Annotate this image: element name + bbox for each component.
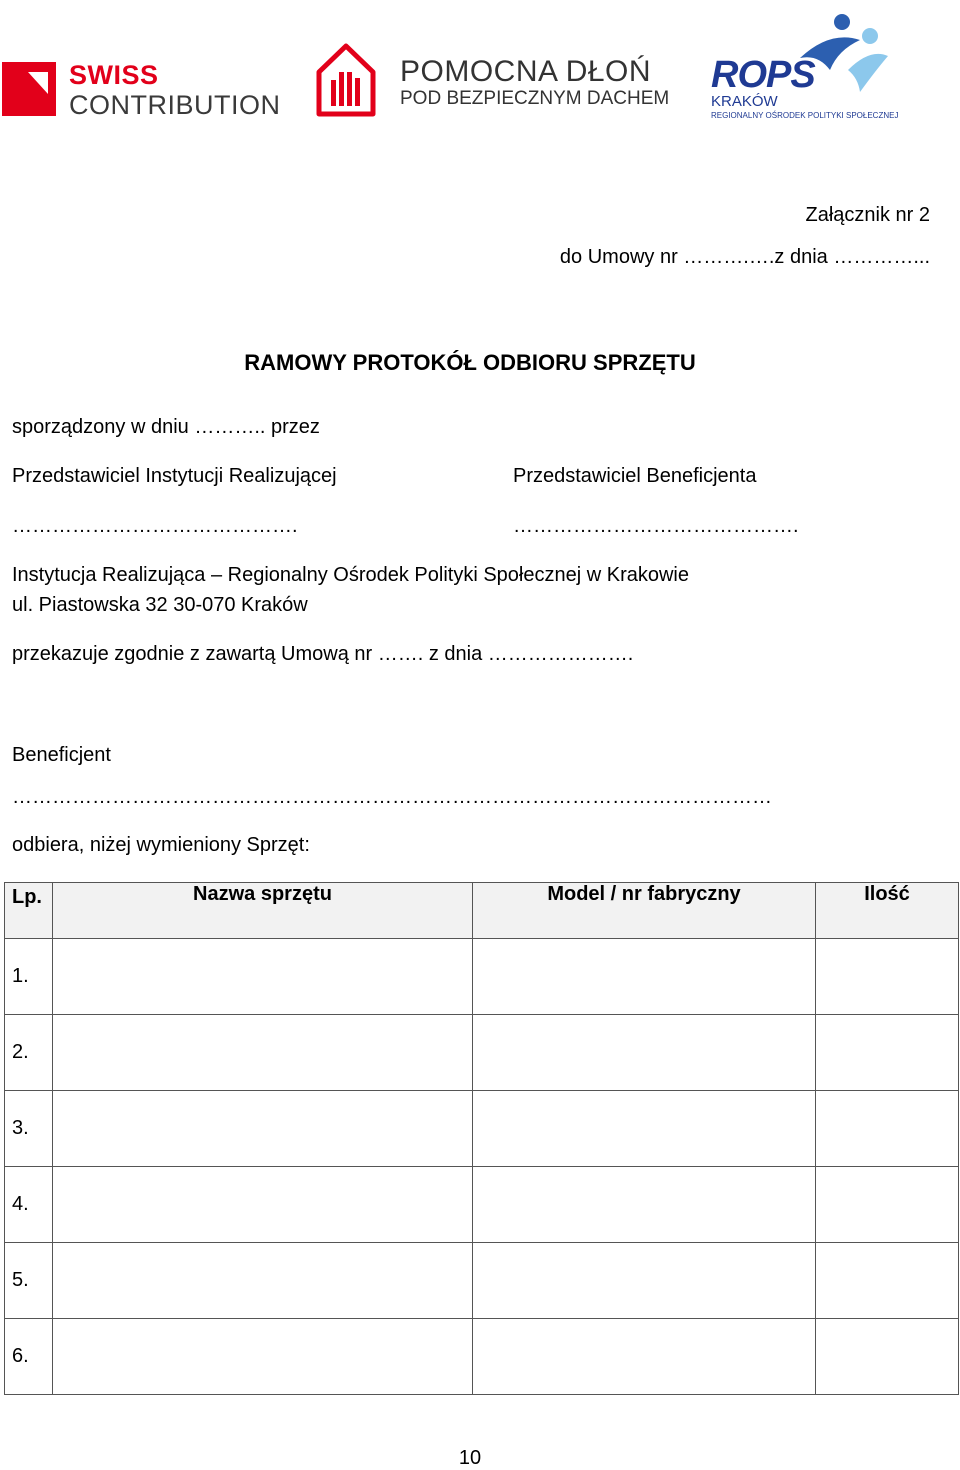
drawn-up-line: sporządzony w dniu ……….. przez [12, 416, 320, 438]
receives-line: odbiera, niżej wymieniony Sprzęt: [12, 834, 310, 856]
contract-reference: do Umowy nr ……….….z dnia …………... [559, 246, 930, 268]
swiss-flag-icon [2, 62, 56, 116]
model-serial-cell[interactable] [473, 1243, 816, 1319]
equipment-name-cell[interactable] [53, 1243, 473, 1319]
equipment-name-cell[interactable] [53, 1015, 473, 1091]
pomocna-dlon-title: POMOCNA DŁOŃ [400, 55, 652, 88]
rep-beneficiary-signature-field: ……………………………………. [513, 515, 799, 537]
equipment-name-cell[interactable] [53, 1167, 473, 1243]
beneficiary-label: Beneficjent [12, 744, 111, 766]
model-serial-cell[interactable] [473, 939, 816, 1015]
row-number: 4. [5, 1167, 53, 1243]
table-row [5, 1167, 959, 1243]
table-row [5, 939, 959, 1015]
table-row [5, 1319, 959, 1395]
row-number: 3. [5, 1091, 53, 1167]
rep-institution-label: Przedstawiciel Instytucji Realizującej [12, 465, 337, 487]
quantity-cell[interactable] [816, 1091, 959, 1167]
rops-logo-subtitle: REGIONALNY OŚRODEK POLITYKI SPOŁECZNEJ [711, 111, 899, 120]
header-equipment-name: Nazwa sprzętu [53, 883, 473, 939]
quantity-cell[interactable] [816, 939, 959, 1015]
document-title: RAMOWY PROTOKÓŁ ODBIORU SPRZĘTU [244, 350, 696, 375]
table-row [5, 1091, 959, 1167]
swiss-logo-line1: SWISS [69, 60, 159, 90]
institution-line: Instytucja Realizująca – Regionalny Ośrodek Polityki Społecznej w Krakowie [12, 564, 689, 586]
pomocna-dlon-subtitle: POD BEZPIECZNYM DACHEM [400, 88, 670, 109]
address-line: ul. Piastowska 32 30-070 Kraków [12, 594, 308, 616]
quantity-cell[interactable] [816, 1243, 959, 1319]
page-number: 10 [458, 1447, 482, 1469]
quantity-cell[interactable] [816, 1319, 959, 1395]
equipment-name-cell[interactable] [53, 1091, 473, 1167]
row-number: 6. [5, 1319, 53, 1395]
pomocna-dlon-house-icon [315, 42, 377, 123]
swiss-contribution-logo-mark [2, 62, 56, 116]
model-serial-cell[interactable] [473, 1015, 816, 1091]
header-lp: Lp. [5, 883, 53, 939]
header-quantity: Ilość [816, 883, 959, 939]
rops-logo-city: KRAKÓW [711, 93, 778, 110]
beneficiary-field: …………………………………………………………………………………………………… [12, 786, 772, 808]
quantity-cell[interactable] [816, 1015, 959, 1091]
rep-beneficiary-label: Przedstawiciel Beneficjenta [513, 465, 757, 487]
table-row [5, 1243, 959, 1319]
table-header-row [5, 883, 959, 939]
equipment-name-cell[interactable] [53, 939, 473, 1015]
quantity-cell[interactable] [816, 1167, 959, 1243]
row-number: 2. [5, 1015, 53, 1091]
model-serial-cell[interactable] [473, 1167, 816, 1243]
rops-logo-title: ROPS [711, 54, 815, 96]
row-number: 5. [5, 1243, 53, 1319]
annex-label: Załącznik nr 2 [805, 204, 930, 226]
equipment-name-cell[interactable] [53, 1319, 473, 1395]
row-number: 1. [5, 939, 53, 1015]
header-model-serial: Model / nr fabryczny [473, 883, 816, 939]
rep-institution-signature-field: ……………………………………. [12, 515, 298, 537]
equipment-table [4, 882, 959, 1395]
swiss-logo-line2: CONTRIBUTION [69, 90, 281, 120]
model-serial-cell[interactable] [473, 1319, 816, 1395]
table-row [5, 1015, 959, 1091]
model-serial-cell[interactable] [473, 1091, 816, 1167]
transfers-line: przekazuje zgodnie z zawartą Umową nr ……. z dnia …………………. [12, 643, 634, 665]
